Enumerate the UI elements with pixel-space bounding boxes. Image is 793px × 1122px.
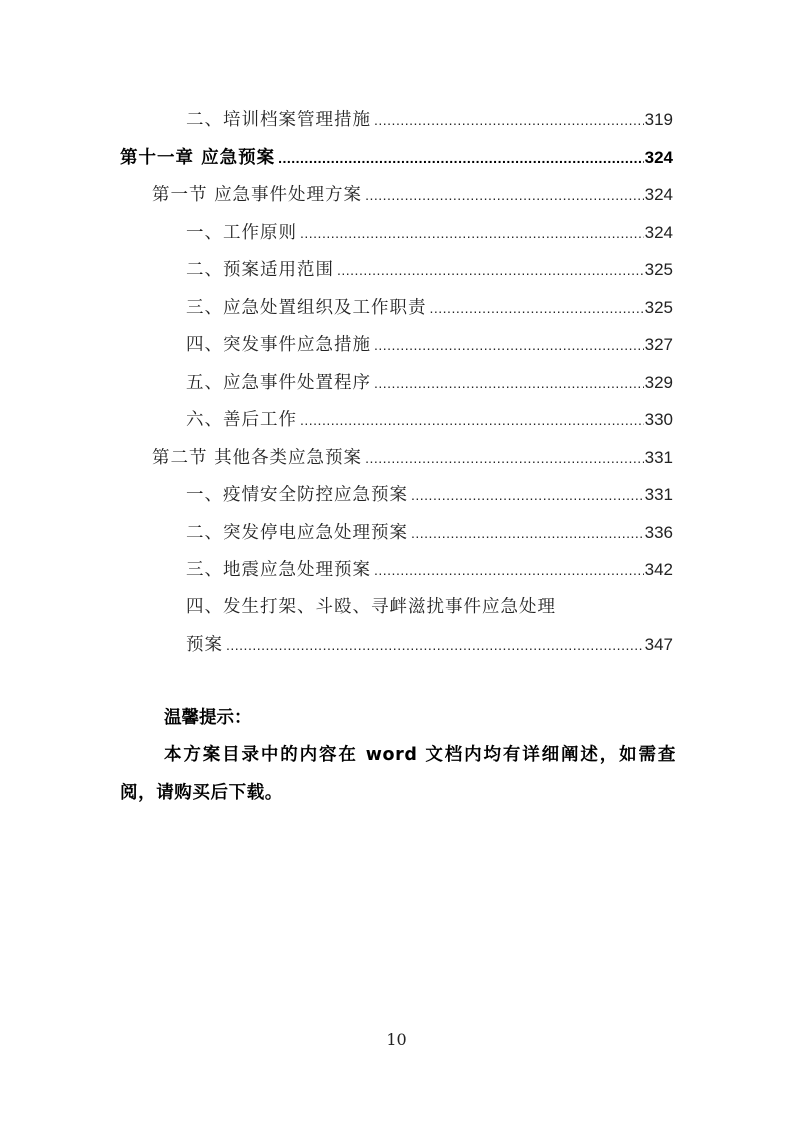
- toc-entry-wrapped-line[interactable]: [120, 589, 673, 627]
- toc-entry-title: 第十一章 应急预案: [120, 147, 276, 168]
- dot-leader: [300, 402, 644, 440]
- toc-entry[interactable]: [120, 514, 673, 552]
- toc-entry-page: 325: [644, 297, 673, 317]
- toc-entry-page: 330: [644, 410, 673, 429]
- dot-leader: [278, 140, 644, 178]
- tip-notice: [120, 700, 676, 812]
- toc-entry-page: 347: [644, 635, 673, 654]
- toc-entry-page: 329: [644, 372, 673, 392]
- toc-entry-title: 三、地震应急处理预案: [186, 560, 371, 580]
- toc-entry-title: 二、预案适用范围: [186, 260, 334, 280]
- dot-leader: [374, 102, 644, 140]
- toc-entry-title: 三、应急处置组织及工作职责: [186, 297, 427, 318]
- toc-entry-page: 331: [644, 447, 673, 467]
- dot-leader: [374, 365, 644, 403]
- toc-entry-page: 331: [644, 485, 673, 504]
- notice-title: 温馨提示：: [164, 708, 252, 728]
- toc-entry[interactable]: [120, 289, 673, 327]
- dot-leader: [226, 627, 644, 665]
- toc-entry-page: 342: [644, 560, 673, 579]
- toc-entry-title: 四、突发事件应急措施: [186, 335, 371, 355]
- toc-entry[interactable]: [120, 101, 673, 139]
- toc-entry-page: 324: [644, 222, 673, 242]
- toc-entry-title: 二、突发停电应急处理预案: [186, 522, 408, 543]
- toc-entry-title: 第二节 其他各类应急预案: [152, 447, 363, 468]
- toc-entry-title: 四、发生打架、斗殴、寻衅滋扰事件应急处理: [186, 596, 556, 617]
- toc-entry[interactable]: [120, 476, 673, 514]
- toc-entry[interactable]: [120, 214, 673, 252]
- notice-body: 本方案目录中的内容在 word 文档内均有详细阐述，如需查阅，请购买后下载。: [120, 745, 676, 803]
- toc-entry-page: 319: [644, 110, 673, 129]
- toc-entry[interactable]: [120, 364, 673, 402]
- dot-leader: [365, 440, 644, 478]
- toc-section-entry[interactable]: [120, 176, 673, 214]
- dot-leader: [411, 477, 644, 515]
- toc-entry-continuation[interactable]: [120, 626, 673, 664]
- dot-leader: [411, 515, 644, 553]
- toc-entry-title: 第一节 应急事件处理方案: [152, 185, 363, 205]
- toc-entry-title: 五、应急事件处置程序: [186, 372, 371, 393]
- dot-leader: [374, 327, 644, 365]
- toc-entry-title: 一、工作原则: [186, 222, 297, 243]
- toc-section-entry[interactable]: [120, 439, 673, 477]
- toc-entry[interactable]: [120, 326, 673, 364]
- toc-entry-page: 327: [644, 335, 673, 354]
- toc-entry[interactable]: [120, 551, 673, 589]
- dot-leader: [300, 215, 644, 253]
- dot-leader: [365, 177, 644, 215]
- toc-entry-title: 二、培训档案管理措施: [186, 110, 371, 130]
- toc-entry-title: 一、疫情安全防控应急预案: [186, 485, 408, 505]
- dot-leader: [430, 290, 644, 328]
- toc-entry-page: 324: [644, 147, 673, 167]
- toc-entry-page: 336: [644, 522, 673, 542]
- toc-entry[interactable]: [120, 401, 673, 439]
- dot-leader: [374, 552, 644, 590]
- toc-chapter-entry[interactable]: [120, 139, 673, 177]
- toc-entry-page: 325: [644, 260, 673, 279]
- table-of-contents: [120, 101, 673, 664]
- toc-entry-page: 324: [644, 185, 673, 204]
- toc-entry-title: 六、善后工作: [186, 410, 297, 430]
- toc-entry[interactable]: [120, 251, 673, 289]
- dot-leader: [337, 252, 644, 290]
- toc-entry-title: 预案: [186, 635, 223, 655]
- page-number: 10: [386, 1030, 407, 1049]
